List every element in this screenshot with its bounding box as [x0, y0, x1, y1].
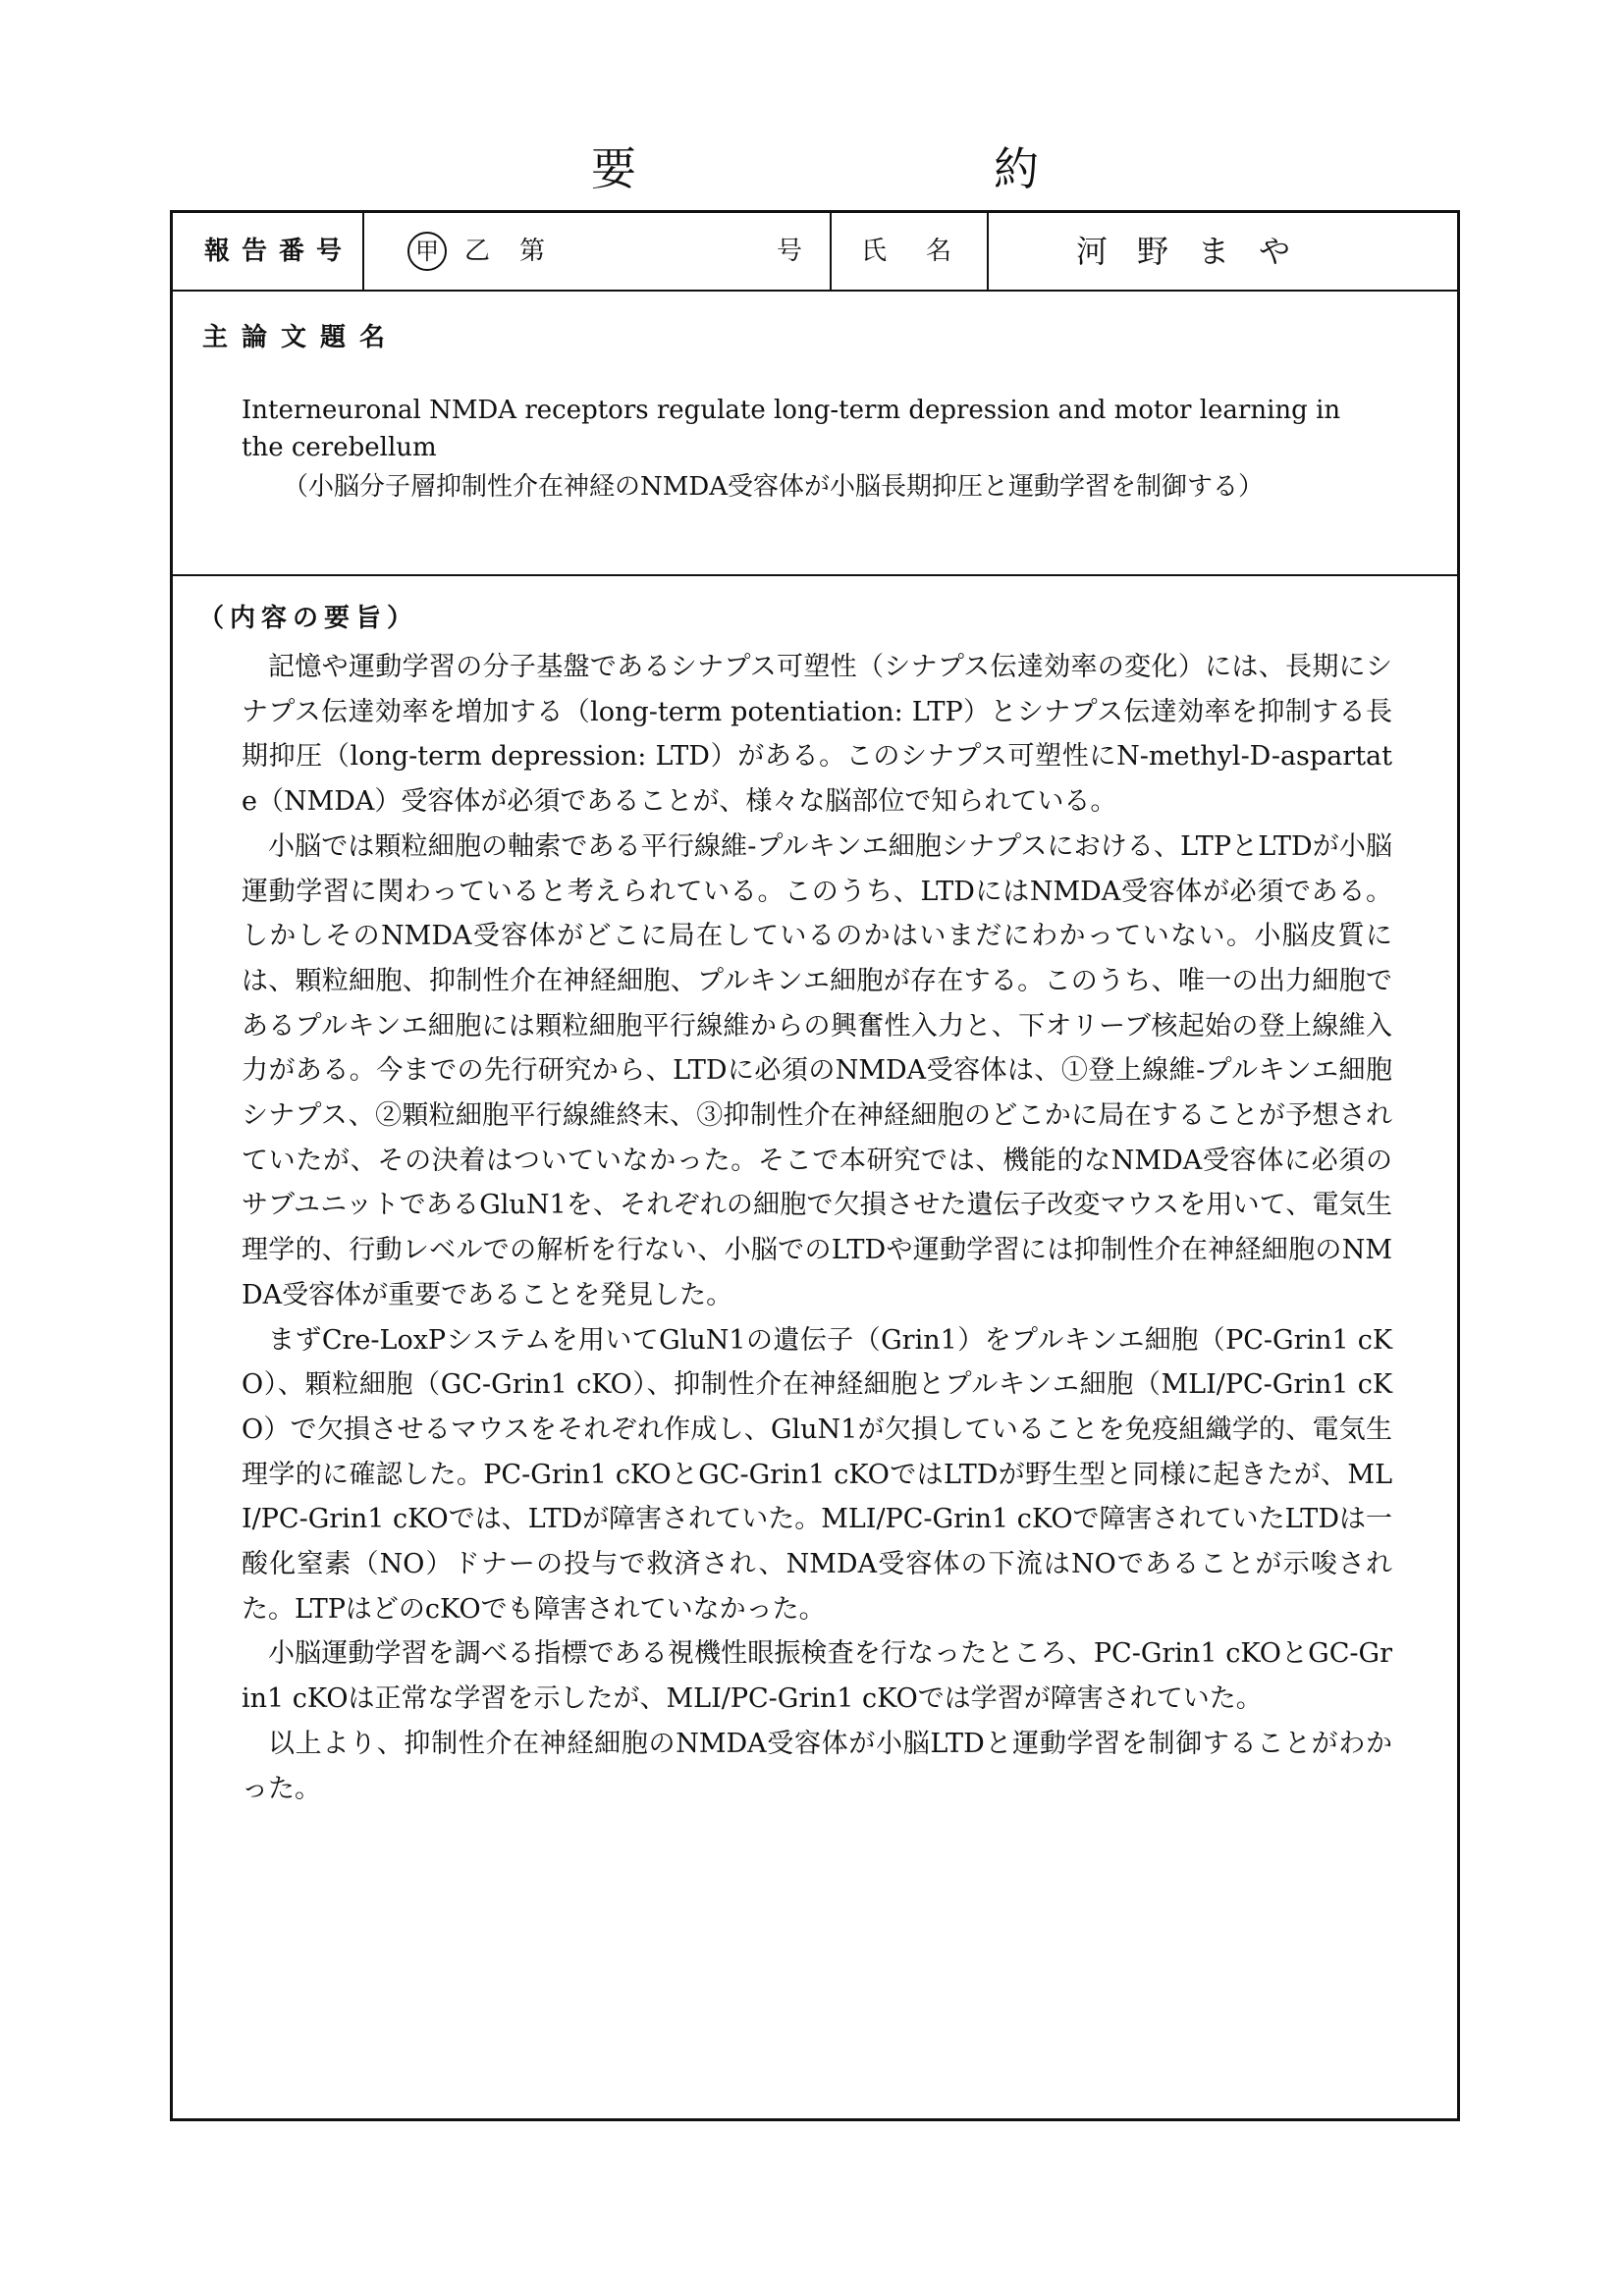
summary-body: [242, 645, 1392, 1811]
title-char-2: 約: [994, 142, 1039, 195]
summary-form: [170, 210, 1460, 2121]
report-number-label-cell: [173, 213, 364, 290]
report-number-label: 報告番号: [204, 237, 354, 266]
summary-paragraph: まずCre-LoxPシステムを用いてGluN1の遺伝子（Grin1）をプルキンエ細胞（PC-Grin1 cKO）、顆粒細胞（GC-Grin1 cKO）、抑制性介在神経細胞とプルキンエ細胞（MLI/PC-Grin1 cKO）で欠損させるマウスをそれぞれ作成し、GluN1が欠損していることを免疫組織学的、電気生理学的に確認した。PC-Grin1 cKOとGC-Grin1 cKOではLTDが野生型と同様に起きたが、MLI/PC-Grin1 cKOでは、LTDが障害されていた。MLI/PC-Grin1 cKOで障害されていたLTDは一酸化窒素（NO）ドナーの投与で救済され、NMDA受容体の下流はNOであることが示唆された。LTPはどのcKOでも障害されていなかった。: [242, 1324, 1392, 1625]
summary-paragraph: 以上より、抑制性介在神経細胞のNMDA受容体が小脳LTDと運動学習を制御することがわかった。: [242, 1728, 1392, 1804]
summary-paragraph: 記憶や運動学習の分子基盤であるシナプス可塑性（シナプス伝達効率の変化）には、長期にシナプス伝達効率を増加する（long-term potentiation: LTP）とシナプス伝達効率を抑制する長期抑圧（long-term depression: LTD）がある。このシナプス可塑性にN-methyl-D-aspartate（NMDA）受容体が必須であることが、様々な脳部位で知られている。: [242, 652, 1392, 818]
circled-kou-mark: 甲: [407, 232, 447, 271]
summary-paragraph: 小脳運動学習を調べる指標である視機性眼振検査を行なったところ、PC-Grin1 cKOとGC-Grin1 cKOは正常な学習を示したが、MLI/PC-Grin1 cKOでは学習が障害されていた。: [242, 1638, 1392, 1715]
thesis-title-japanese: （小脳分子層抑制性介在神経のNMDA受容体が小脳長期抑圧と運動学習を制御する）: [283, 472, 1264, 502]
report-number-cell: [364, 213, 832, 290]
thesis-title-section: [173, 292, 1457, 576]
author-name: 河野まや: [1076, 233, 1321, 270]
thesis-title-english: Interneuronal NMDA receptors regulate long-term depression and motor learning in the cerebellum: [242, 396, 1341, 462]
summary-label: （内容の要旨）: [198, 604, 419, 633]
go-label: 号: [777, 237, 803, 266]
thesis-title-label: 主論文題名: [202, 323, 400, 352]
name-label: 氏名: [861, 237, 992, 266]
otsu-label: 乙: [464, 237, 491, 266]
summary-paragraph: 小脳では顆粒細胞の軸索である平行線維-プルキンエ細胞シナプスにおける、LTPとLTDが小脳運動学習に関わっていると考えられている。このうち、LTDにはNMDA受容体が必須である。しかしそのNMDA受容体がどこに局在しているのかはいまだにわかっていない。小脳皮質には、顆粒細胞、抑制性介在神経細胞、プルキンエ細胞が存在する。このうち、唯一の出力細胞であるプルキンエ細胞には顆粒細胞平行線維からの興奮性入力と、下オリーブ核起始の登上線維入力がある。今までの先行研究から、LTDに必須のNMDA受容体は、①登上線維-プルキンエ細胞シナプス、②顆粒細胞平行線維終末、③抑制性介在神経細胞のどこかに局在することが予想されていたが、その決着はついていなかった。そこで本研究では、機能的なNMDA受容体に必須のサブユニットであるGluN1を、それぞれの細胞で欠損させた遺伝子改変マウスを用いて、電気生理学的、行動レベルでの解析を行ない、小脳でのLTDや運動学習には抑制性介在神経細胞のNMDA受容体が重要であることを発見した。: [242, 830, 1392, 1310]
dai-label: 第: [519, 237, 546, 266]
title-char-1: 要: [591, 142, 636, 195]
document-title: [0, 139, 1624, 198]
name-label-cell: [832, 213, 992, 290]
header-row: [173, 213, 1457, 292]
